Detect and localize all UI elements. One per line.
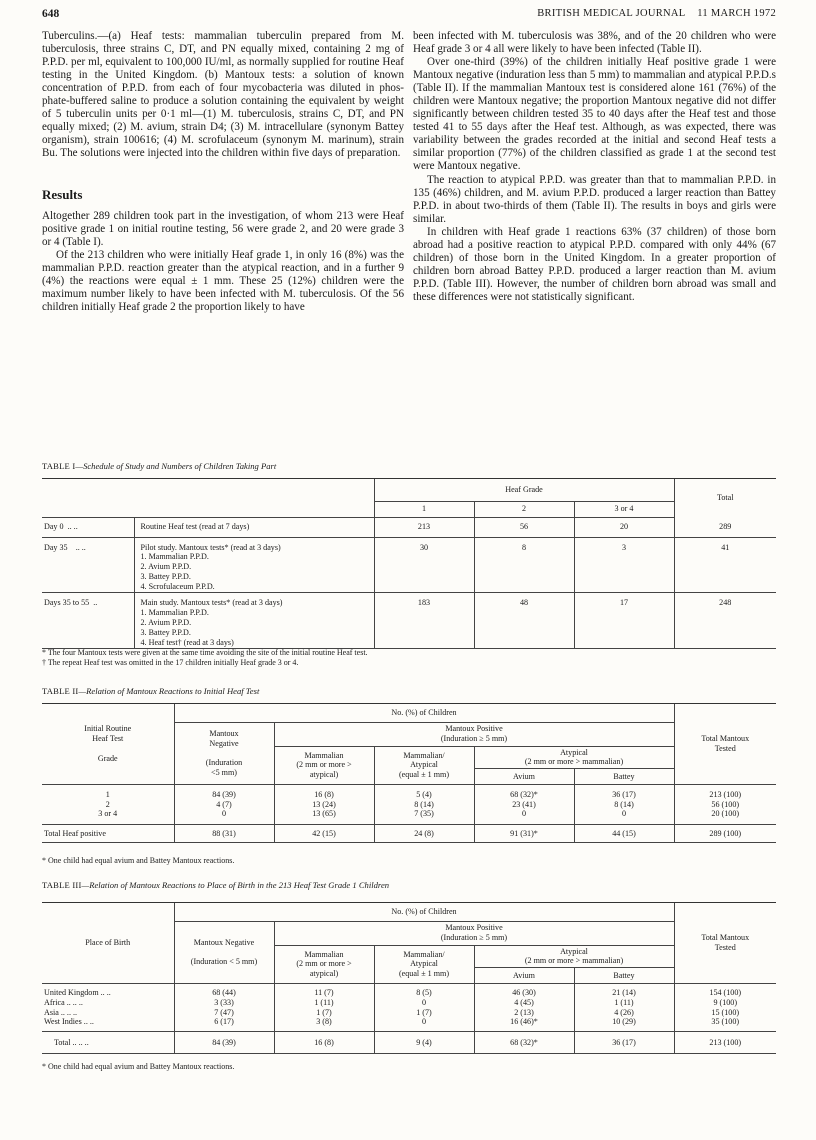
table3-cell [274, 984, 374, 1032]
table2-cell [574, 785, 674, 825]
table2-cell [374, 785, 474, 825]
table-row [42, 537, 776, 593]
table2-atypical-header [474, 746, 674, 769]
table3-cell [674, 984, 776, 1032]
page-header [42, 8, 776, 24]
table1-cell: 248 [674, 593, 776, 649]
text-line: 68 (44) [212, 988, 236, 997]
text-line: 1 (7) [316, 1007, 332, 1017]
table3-mammalian-header [274, 945, 374, 984]
table2-caption-text: —Relation of Mantoux Reactions to Initial Heaf Test [78, 686, 260, 696]
table3-label: TABLE III [42, 880, 82, 890]
text-line: 213 (100) [709, 789, 742, 799]
text-line: 15 (100) [711, 1007, 740, 1017]
results-paragraph-1: Altogether 289 children took part in the investigation, of whom 213 were Heaf positive grade 1 on initial routine testing, 56 were grade 2, and 20 were grade 3 or 4 (Table I). [42, 209, 404, 248]
table1-cell: 30 [374, 537, 474, 593]
text-line: Main study. Mantoux tests* (read at 3 days) [140, 598, 283, 608]
table2-label: TABLE II [42, 686, 79, 696]
table3-total-label: Total .. .. .. [42, 1032, 174, 1054]
right-column [413, 30, 776, 304]
text-line: 5 (4) [416, 789, 432, 799]
text-line: 11 (7) [314, 988, 334, 997]
text-line: Routine Heaf test (read at 7 days) [140, 521, 250, 531]
text-line: (2 mm or more > [296, 959, 352, 969]
table1-grade-header: 3 or 4 [574, 501, 674, 517]
table1-cell: 213 [374, 517, 474, 537]
table2-cell: 91 (31)* [474, 825, 574, 843]
table2-cell: 42 (15) [274, 825, 374, 843]
text-line: Asia .. .. .. [44, 1007, 78, 1017]
table-row [42, 517, 776, 537]
text-line: (Induration < 5 mm) [190, 957, 258, 967]
table1-time: Day 0 [44, 521, 64, 531]
text-line: Africa .. .. .. [44, 997, 83, 1007]
text-line: 23 (41) [512, 799, 536, 809]
table-row [42, 593, 776, 649]
table1-time: Day 35 [44, 542, 68, 552]
text-line: 7 (35) [414, 809, 434, 819]
journal-name: BRITISH MEDICAL JOURNAL [537, 8, 686, 19]
table1-total-header: Total [674, 479, 776, 517]
table1-cell: 8 [474, 537, 574, 593]
text-line: 1. Mammalian P.P.D. [140, 552, 209, 562]
text-line: 154 (100) [709, 988, 742, 997]
table2-cell: 24 (8) [374, 825, 474, 843]
text-line: (equal ± 1 mm) [398, 770, 450, 780]
text-line: (Induration ≥ 5 mm) [440, 933, 508, 942]
text-line: 3 (33) [214, 997, 234, 1007]
text-line: 21 (14) [612, 988, 636, 997]
table1-footnotes [42, 648, 368, 668]
text-line: <5 mm) [211, 767, 237, 777]
text-line: (2 mm or more > [296, 760, 352, 770]
table2-total-label: Total Heaf positive [42, 825, 174, 843]
table2-total-header [674, 704, 776, 785]
table3-no-pct-header: No. (%) of Children [174, 903, 674, 921]
table3-cell: 84 (39) [174, 1032, 274, 1054]
table1-description [134, 593, 374, 649]
text-line: 8 (14) [414, 799, 434, 809]
table-row [42, 1032, 776, 1054]
text-line: 3. Battey P.P.D. [140, 571, 191, 581]
text-line: 1. Mammalian P.P.D. [140, 608, 209, 618]
table1-cell: 183 [374, 593, 474, 649]
text-line: Mantoux [209, 728, 239, 738]
table3-battey-header: Battey [574, 968, 674, 984]
text-line: 4. Scrofulaceum P.P.D. [140, 581, 215, 591]
leader-dots: .. [93, 598, 98, 608]
text-line: 8 (5) [416, 988, 432, 997]
table1-cell: 41 [674, 537, 776, 593]
text-line: 13 (65) [312, 809, 336, 819]
table3-cell [174, 984, 274, 1032]
table2-battey-header: Battey [574, 769, 674, 785]
page-number: 648 [42, 8, 60, 20]
tuberculins-paragraph: Tuberculins.—(a) Heaf tests: mammalian tuberculin prepared from M. tuberculosis, three strains C, DT, and PN equally mixed, containing 2 mg of P.P.D. per ml, equivalent to 100,000 IU/ml, as normally supplied for routine Heaf testing in the United Kingdom. (b) Mantoux tests: a solution of known concentration of P.P.D. from each of four mycobacteria was diluted in phos- phate-buffered saline to produce a solution containing the equivalent by weight of 5 tuberculin units per 0·1 ml—(1) M. tuberculosis, strains C, DT, and PN equally mixed; (2) M. avium, strain D4; (3) M. intracellulare (synonym Battey organism), strain 100616; (4) M. scrofulaceum (synonym M. marinum), strain Bu. The solutions were injected into the children within five days of preparation. [42, 30, 405, 160]
table3-place-cell [42, 984, 174, 1032]
text-line: 1 [105, 789, 110, 799]
table-row [42, 984, 776, 1032]
table2-cell [174, 785, 274, 825]
table3-cell: 36 (17) [574, 1032, 674, 1054]
text-line: 1 (11) [314, 997, 334, 1007]
table1-cell: 17 [574, 593, 674, 649]
text-line: 0 [621, 809, 627, 819]
text-line: Mantoux Positive [445, 724, 503, 734]
table3-caption-text: —Relation of Mantoux Reactions to Place of Birth in the 213 Heaf Test Grade 1 Children [81, 880, 390, 890]
table2-no-pct-header: No. (%) of Children [174, 704, 674, 722]
left-column [42, 30, 404, 314]
table2-mantoux-negative-header [174, 722, 274, 785]
table1-caption [42, 461, 276, 471]
text-line: 10 (29) [612, 1017, 636, 1027]
table1-cell: 56 [474, 517, 574, 537]
text-line: 3 or 4 [98, 809, 118, 819]
results-paragraph-4: Over one-third (39%) of the children initially Heaf positive grade 1 were Mantoux negative (induration less than 5 mm) to mammalian and atypical P.P.D.s (Table II). If the mammalian Mantoux test is considered alone 161 (76%) of the children were Mantoux negative; the proportion Mantoux negative did not differ significantly between children tested 35 to 40 days after the Heaf test and those tested 41 to 55 days after the Heaf test. Although, as was expected, there was variability between the grades recorded at the initial and second Heaf tests a similar proportion (77%) of the children classified as grade 1 at the second test were Mantoux negative. [413, 56, 777, 173]
text-line: 3 (8) [316, 1017, 332, 1027]
text-line: 4 (26) [614, 1007, 634, 1017]
text-line: 4 (45) [514, 997, 534, 1007]
text-line: Total Mantoux [701, 734, 750, 744]
text-line: Grade [97, 753, 118, 763]
text-line [44, 744, 172, 754]
text-line [177, 947, 272, 957]
table2-cell [674, 785, 776, 825]
text-line: Atypical [410, 959, 438, 969]
text-line: 36 (17) [612, 789, 636, 799]
table1-heaf-grade-header: Heaf Grade [374, 479, 674, 501]
text-line: 2 (13) [514, 1007, 534, 1017]
text-line [177, 748, 272, 758]
table1-description [134, 517, 374, 537]
table3-cell [374, 984, 474, 1032]
text-line: Tested [714, 943, 736, 953]
leader-dots: .. .. [75, 542, 86, 552]
results-paragraph-3: been infected with M. tuberculosis was 38%, and of the 20 children who were Heaf grade 3 or 4 all were likely to have been infected (Table II). [413, 30, 777, 56]
text-line: Pilot study. Mantoux tests* (read at 3 days) [140, 542, 281, 552]
table2-cell: 44 (15) [574, 825, 674, 843]
text-line: 2. Avium P.P.D. [140, 618, 192, 628]
table1-cell: 289 [674, 517, 776, 537]
table3-stub-header: Place of Birth [42, 903, 174, 984]
text-line: 16 (46)* [510, 1017, 538, 1027]
text-line: atypical) [309, 770, 339, 780]
text-line: 0 [521, 809, 527, 819]
text-line: 0 [421, 1017, 427, 1027]
text-line: (Induration ≥ 5 mm) [440, 734, 508, 743]
text-line: 13 (24) [312, 799, 336, 809]
table2-cell: 289 (100) [674, 825, 776, 843]
text-line: 0 [421, 997, 427, 1007]
issue-date: 11 MARCH 1972 [697, 8, 776, 19]
table2-avium-header: Avium [474, 769, 574, 785]
table3-cell [574, 984, 674, 1032]
text-line: Mantoux Positive [445, 923, 503, 933]
table1-caption-text: —Schedule of Study and Numbers of Children Taking Part [75, 461, 277, 471]
table2-cell: 88 (31) [174, 825, 274, 843]
text-line: 3. Battey P.P.D. [140, 627, 191, 637]
text-line: Negative [209, 738, 239, 748]
running-head [537, 8, 776, 19]
text-line: 68 (32)* [510, 789, 538, 799]
leader-dots: .. .. [67, 521, 78, 531]
table3-cell: 213 (100) [674, 1032, 776, 1054]
table1 [42, 479, 776, 649]
text-line: 2 [105, 799, 110, 809]
table3-caption [42, 880, 389, 890]
text-line: 8 (14) [614, 799, 634, 809]
text-line: Heaf Test [92, 734, 124, 744]
table1-label: TABLE I [42, 461, 76, 471]
results-heading: Results [42, 187, 83, 203]
table2-grade-cell [42, 785, 174, 825]
text-line: Mammalian [304, 949, 344, 959]
table-row [42, 785, 776, 825]
text-line: West Indies .. .. [44, 1017, 94, 1027]
table1-footnote: * The four Mantoux tests were given at the same time avoiding the site of the initial routine Heaf test. [42, 648, 368, 657]
text-line: Total Mantoux [701, 933, 750, 943]
text-line: (2 mm or more > mammalian) [524, 956, 624, 966]
text-line: 20 (100) [711, 809, 740, 819]
text-line: (2 mm or more > mammalian) [524, 757, 624, 767]
text-line: 16 (8) [314, 789, 334, 799]
table3-mantoux-positive-header [274, 921, 674, 945]
table3-cell: 9 (4) [374, 1032, 474, 1054]
text-line: United Kingdom .. .. [44, 988, 111, 997]
text-line: atypical) [309, 969, 339, 979]
text-line: (equal ± 1 mm) [398, 969, 450, 979]
table2-caption [42, 686, 259, 696]
text-line: 1 (11) [614, 997, 634, 1007]
table3-cell: 68 (32)* [474, 1032, 574, 1054]
table2-cell [274, 785, 374, 825]
table3-cell: 16 (8) [274, 1032, 374, 1054]
text-line: Atypical [560, 946, 588, 956]
table2-stub-header [42, 704, 174, 785]
text-line: Atypical [560, 747, 588, 757]
text-line: Mammalian [304, 750, 344, 760]
text-line: 2. Avium P.P.D. [140, 562, 192, 572]
text-line: 0 [221, 809, 227, 819]
table3-mammalian-atypical-header [374, 945, 474, 984]
table3-cell [474, 984, 574, 1032]
table2-mammalian-atypical-header [374, 746, 474, 785]
table3-atypical-header [474, 945, 674, 968]
text-line: 35 (100) [711, 1017, 740, 1027]
table2-mammalian-header [274, 746, 374, 785]
table1-cell: 48 [474, 593, 574, 649]
text-line: Atypical [410, 760, 438, 770]
table2 [42, 704, 776, 843]
text-line: 46 (30) [512, 988, 536, 997]
table3 [42, 903, 776, 1054]
text-line: Mantoux Negative [193, 937, 255, 947]
text-line: Initial Routine [84, 724, 132, 734]
table1-description [134, 537, 374, 593]
table3-total-header [674, 903, 776, 984]
results-paragraph-6: In children with Heaf grade 1 reactions 63% (37 children) of those born abroad had a positive reaction to atypical P.P.D. compared with only 44% (67 children) of those born in the United Kingdom. In a greater proportion of children born abroad Battey P.P.D. produced a larger reaction than M. avium P.P.D. (Table III). However, the number of children born abroad was small and these differences were not statistically significant. [413, 225, 777, 303]
text-line: 7 (47) [214, 1007, 234, 1017]
text-line: 1 (7) [416, 1007, 432, 1017]
table1-footnote: † The repeat Heaf test was omitted in the 17 children initially Heaf grade 3 or 4. [42, 657, 299, 667]
table1-cell: 3 [574, 537, 674, 593]
table3-footnote: * One child had equal avium and Battey Mantoux reactions. [42, 1062, 235, 1071]
table3-mantoux-negative-header [174, 921, 274, 984]
text-line: 6 (17) [214, 1017, 234, 1027]
results-paragraph-5: The reaction to atypical P.P.D. was greater than that to mammalian P.P.D. in 135 (46%) children, and M. avium P.P.D. produced a larger reaction than Battey P.P.D. in about two-thirds of them (Table II). The results in boys and girls were similar. [413, 173, 777, 225]
table-row [42, 825, 776, 843]
text-line: (Induration [205, 758, 243, 768]
text-line: Mammalian/ [403, 949, 445, 959]
results-paragraph-2: Of the 213 children who were initially Heaf grade 1, in only 16 (8%) was the mammalian P.P.D. reaction greater than the atypical reaction, and in a further 9 (4%) the reactions were equal ± 1 mm. These 25 (12%) children were the maximum number likely to have been infected with M. tuberculosis. Of the 56 children initially Heaf grade 2 the proportion likely to have [42, 248, 404, 313]
table2-footnote: * One child had equal avium and Battey Mantoux reactions. [42, 856, 235, 865]
table1-grade-header: 2 [474, 501, 574, 517]
text-line: 4 (7) [216, 799, 232, 809]
text-line: Mammalian/ [403, 750, 445, 760]
table1-grade-header: 1 [374, 501, 474, 517]
text-line: 84 (39) [212, 789, 236, 799]
table1-cell: 20 [574, 517, 674, 537]
table3-avium-header: Avium [474, 968, 574, 984]
text-line: 56 (100) [711, 799, 740, 809]
table2-cell [474, 785, 574, 825]
text-line: 4. Heaf test† (read at 3 days) [140, 637, 234, 647]
text-line: Tested [714, 744, 736, 754]
table1-time: Days 35 to 55 [44, 598, 90, 608]
text-line: 9 (100) [713, 997, 738, 1007]
table2-mantoux-positive-header [274, 722, 674, 746]
